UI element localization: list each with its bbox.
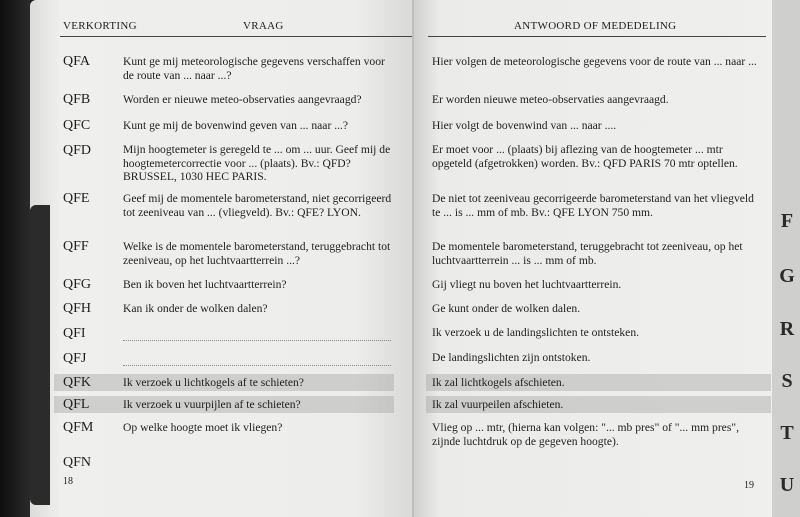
page-number-left: 18 xyxy=(63,476,73,487)
header-rule-right xyxy=(428,36,766,37)
answer-qfg: Gij vliegt nu boven het luchtvaartterrein. xyxy=(432,278,622,291)
code-qfc: QFC xyxy=(63,118,91,133)
question-qfl: Ik verzoek u vuurpijlen af te schieten? xyxy=(123,398,301,411)
answer-qfk: Ik zal lichtkogels afschieten. xyxy=(432,376,565,389)
code-qfn: QFN xyxy=(63,455,92,470)
page-number-right: 19 xyxy=(744,480,754,491)
answer-qfd: Er moet voor ... (plaats) bij aflezing van de hoogtemeter ... mtr opgeteld (afgetrokken) worden. Bv.: QFD PARIS 70 mtr optellen. xyxy=(432,143,738,170)
code-qfg: QFG xyxy=(63,277,92,292)
right-page xyxy=(414,0,772,517)
index-tab-t[interactable]: T xyxy=(780,422,794,444)
blank-line-qfi xyxy=(123,339,391,341)
answer-qfc: Hier volgt de bovenwind van ... naar .... xyxy=(432,119,617,132)
question-qfa: Kunt ge mij meteorologische gegevens verschaffen voor de route van ... naar ...? xyxy=(123,55,385,82)
code-qfl: QFL xyxy=(63,397,90,412)
binding-strip xyxy=(30,205,50,505)
code-qfk: QFK xyxy=(63,375,92,390)
answer-qfb: Er worden nieuwe meteo-observaties aangevraagd. xyxy=(432,93,669,106)
question-qff: Welke is de momentele barometerstand, teruggebracht tot zeeniveau, op het luchtvaartterrein ...? xyxy=(123,240,391,267)
index-tab-r[interactable]: R xyxy=(779,318,795,340)
answer-qfh: Ge kunt onder de wolken dalen. xyxy=(432,302,581,315)
code-qfd: QFD xyxy=(63,143,92,158)
answer-qfj: De landingslichten zijn ontstoken. xyxy=(432,351,591,364)
header-antwoord: ANTWOORD OF MEDEDELING xyxy=(514,20,677,32)
code-qfb: QFB xyxy=(63,92,91,107)
answer-qfl: Ik zal vuurpeilen afschieten. xyxy=(432,398,564,411)
code-qfe: QFE xyxy=(63,191,90,206)
question-qfg: Ben ik boven het luchtvaartterrein? xyxy=(123,278,287,291)
question-qfh: Kan ik onder de wolken dalen? xyxy=(123,302,268,315)
code-qfa: QFA xyxy=(63,54,90,69)
index-tab-s[interactable]: S xyxy=(781,370,793,392)
answer-qff: De momentele barometerstand, teruggebracht tot zeeniveau, op het luchtvaartterrein ... is ... mm of mb. xyxy=(432,240,743,267)
question-qfc: Kunt ge mij de bovenwind geven van ... naar ...? xyxy=(123,119,349,132)
left-page xyxy=(30,0,414,517)
question-qfe: Geef mij de momentele barometerstand, niet gecorrigeerd tot zeeniveau van ... (vliegveld). Bv.: QFE? LYON. xyxy=(123,192,392,219)
question-qfm: Op welke hoogte moet ik vliegen? xyxy=(123,421,283,434)
binder-edge xyxy=(0,0,30,517)
header-vraag: VRAAG xyxy=(243,20,284,32)
index-tab-u[interactable]: U xyxy=(779,474,795,496)
code-qfj: QFJ xyxy=(63,351,87,366)
blank-line-qfj xyxy=(123,364,391,366)
header-rule xyxy=(60,36,412,37)
header-verkorting: VERKORTING xyxy=(63,20,137,32)
question-qfk: Ik verzoek u lichtkogels af te schieten? xyxy=(123,376,304,389)
question-qfb: Worden er nieuwe meteo-observaties aangevraagd? xyxy=(123,93,362,106)
index-tab-g[interactable]: G xyxy=(779,265,795,287)
answer-qfa: Hier volgen de meteorologische gegevens voor de route van ... naar ... xyxy=(432,55,757,68)
code-qfh: QFH xyxy=(63,301,92,316)
answer-qfe: De niet tot zeeniveau gecorrigeerde barometerstand van het vliegveld te ... is ... mm of mb. Bv.: QFE LYON 750 mm. xyxy=(432,192,754,219)
index-tabs xyxy=(772,0,800,517)
question-qfd: Mijn hoogtemeter is geregeld te ... om ... uur. Geef mij de hoogtemetercorrectie voor ... (plaats). Bv.: QFD? BRUSSEL, 1030 HEC PARIS. xyxy=(123,143,391,183)
answer-qfm: Vlieg op ... mtr, (hierna kan volgen: "... mb pres" of "... mm pres", zijnde luchtdruk op de gegeven hoogte). xyxy=(432,421,739,448)
code-qfm: QFM xyxy=(63,420,94,435)
code-qfi: QFI xyxy=(63,326,86,341)
code-qff: QFF xyxy=(63,239,89,254)
index-tab-f[interactable]: F xyxy=(780,210,794,232)
answer-qfi: Ik verzoek u de landingslichten te ontsteken. xyxy=(432,326,640,339)
